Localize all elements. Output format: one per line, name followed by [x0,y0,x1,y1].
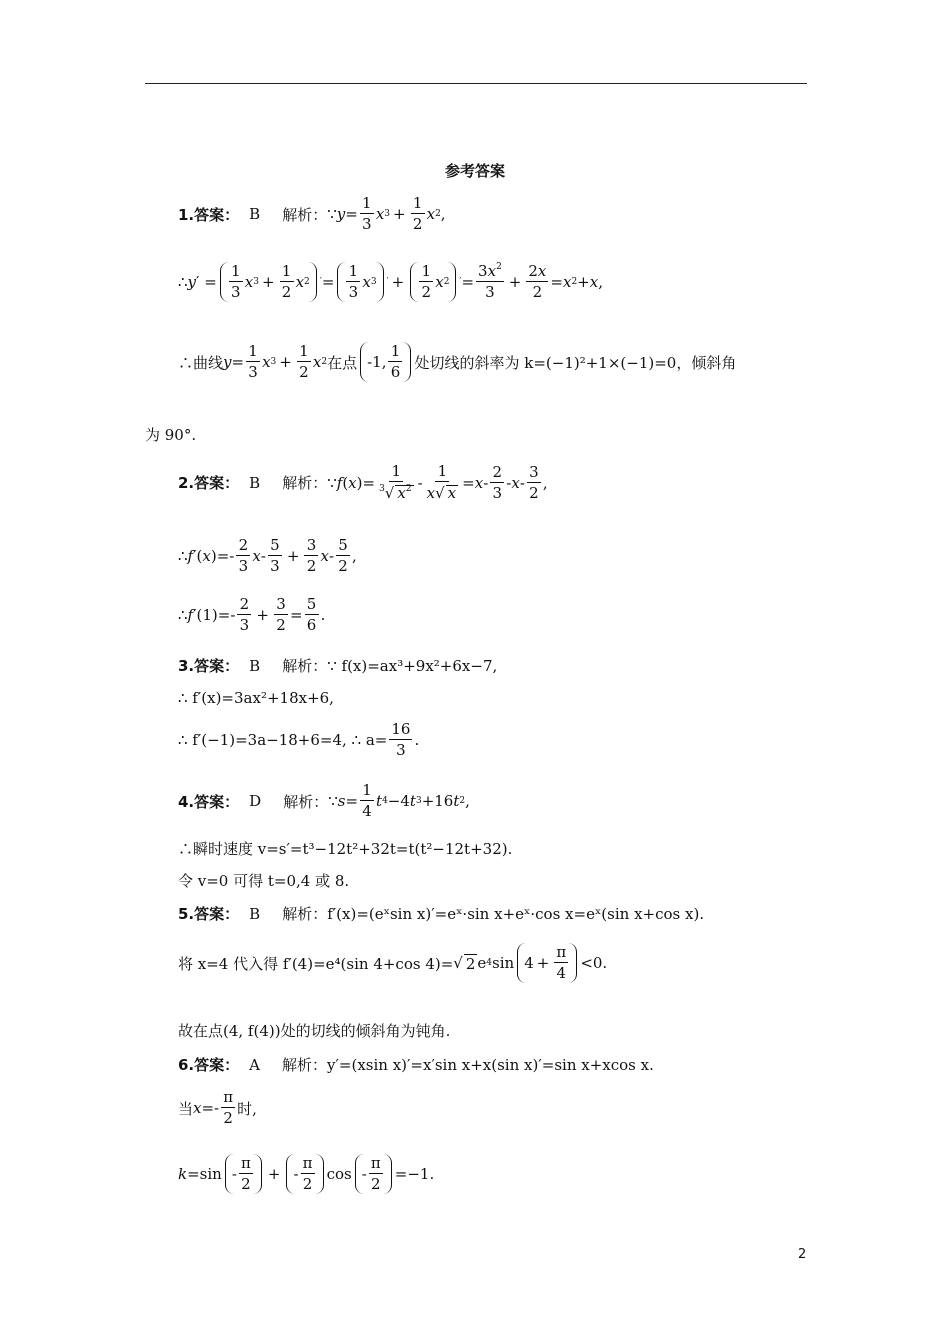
q2-choice: B [249,473,261,492]
q5-text-1: f′(x)=(eˣsin x)′=eˣ·sin x+eˣ·cos x=eˣ(sin x+cos x). [327,904,705,923]
q3-line-1 [178,655,497,676]
analysis-label: 解析： [282,905,328,923]
q6-number: 6.答案： [178,1056,240,1074]
q1-number: 1.答案： [178,205,240,224]
q5-line-2: 将 x=4 代入得 f′(4)=e⁴(sin 4+cos 4)= √ 2 e 4 sin 4 + $\frac{\pi}{4}$ <0. [178,943,608,982]
q5-line-1 [178,903,704,924]
q3-number: 3.答案： [178,657,240,675]
header-rule [145,83,807,84]
q3-line-3: ∴ f′(−1)=3a−18+6=4, ∴ a= $\frac{16}{3}$ . [178,720,420,759]
page-number: 2 [798,1247,807,1262]
q4-choice: D [249,792,262,810]
q5-choice: B [249,904,261,923]
q3-text-1: ∵ f(x)=ax³+9x²+6x−7, [327,656,498,675]
q6-line-2: 当 x =- $\frac{\pi}{2}$ 时, [178,1088,257,1127]
q6-choice: A [249,1055,260,1074]
analysis-label: 解析： [282,474,328,492]
q4-line-1: 4.答案： D 解析： ∵ s = $\frac{1}{4}$ t 4 −4 t 3 +16 t 2 , [178,781,470,820]
q6-line-3: k =sin - $\frac{\pi}{2}$ + - $\frac{\pi}{2}$ cos - $\frac{\pi}{2}$ =−1. [178,1154,435,1193]
page-title: 参考答案 [444,162,505,180]
q2-line-3: ∴ f ′(1)=- $\frac{2}{3}$ + $\frac{3}{2}$ = $\frac{5}{6}$ . [178,595,326,634]
q2-line-2: ∴ f ′( x )=- $\frac{2}{3}$ x - $\frac{5}{3}$ + $\frac{3}{2}$ x - $\frac{5}{2}$ , [178,536,357,575]
q5-line-3: 故在点(4, f(4))处的切线的倾斜角为钝角. [178,1022,451,1040]
analysis-label: 解析： [282,1056,328,1074]
q5-text-2: 将 x=4 代入得 f′(4)=e⁴(sin 4+cos 4)= [178,954,454,973]
q4-line-2: ∴瞬时速度 v=s′=t³−12t²+32t=t(t²−12t+32). [178,840,513,858]
q3-text-3: ∴ f′(−1)=3a−18+6=4, ∴ a= [178,731,388,749]
analysis-label: 解析： [283,792,329,811]
q3-line-2: ∴ f′(x)=3ax²+18x+6, [178,689,334,707]
q1-line-1: 1.答案： B 解析： ∵ y = $\frac{1}{3}$ x 3 + $\frac{1}{2}$ x 2 , [178,194,446,233]
analysis-label: 解析： [282,657,328,675]
q4-number: 4.答案： [178,792,240,811]
q2-line-1: 2.答案： B 解析： ∵ f ( x )= $\frac{1}{^3√ x^2}$ - $\frac{1}{x√ x}$ = x - $\frac{2}{3}$ - x - $\frac{3}{2}$ , [178,462,548,502]
q2-number: 2.答案： [178,474,240,492]
q6-text-1: y′=(xsin x)′=x′sin x+x(sin x)′=sin x+xcos x. [327,1055,654,1074]
q1-line-3: ∴曲线 y = $\frac{1}{3}$ x 3 + $\frac{1}{2}$ x 2 在点 -1, $\frac{1}{6}$ 处切线的斜率为 k=(−1)²+1×(−1)=0，倾斜角 [178,342,737,381]
analysis-label: 解析： [282,205,328,224]
q1-line-2: ∴ y ′ = $\frac{1}{3}$ x 3 + $\frac{1}{2}$ x 2 ′ = $\frac{1}{3}$ x 3 ′ + $\frac{1}{2}$ x 2 ′ = $\frac{3x^2}{3}$ + $\frac{2x}{2}$ = x 2 + x , [178,262,603,301]
q1-slope-text: 处切线的斜率为 k=(−1)²+1×(−1)=0，倾斜角 [414,353,737,372]
q1-choice: B [249,205,261,223]
q1-wrap: 为 90°. [145,426,197,444]
q3-choice: B [249,656,261,675]
q6-line-1 [178,1054,654,1075]
q5-number: 5.答案： [178,905,240,923]
q4-line-3: 令 v=0 可得 t=0,4 或 8. [178,872,350,890]
